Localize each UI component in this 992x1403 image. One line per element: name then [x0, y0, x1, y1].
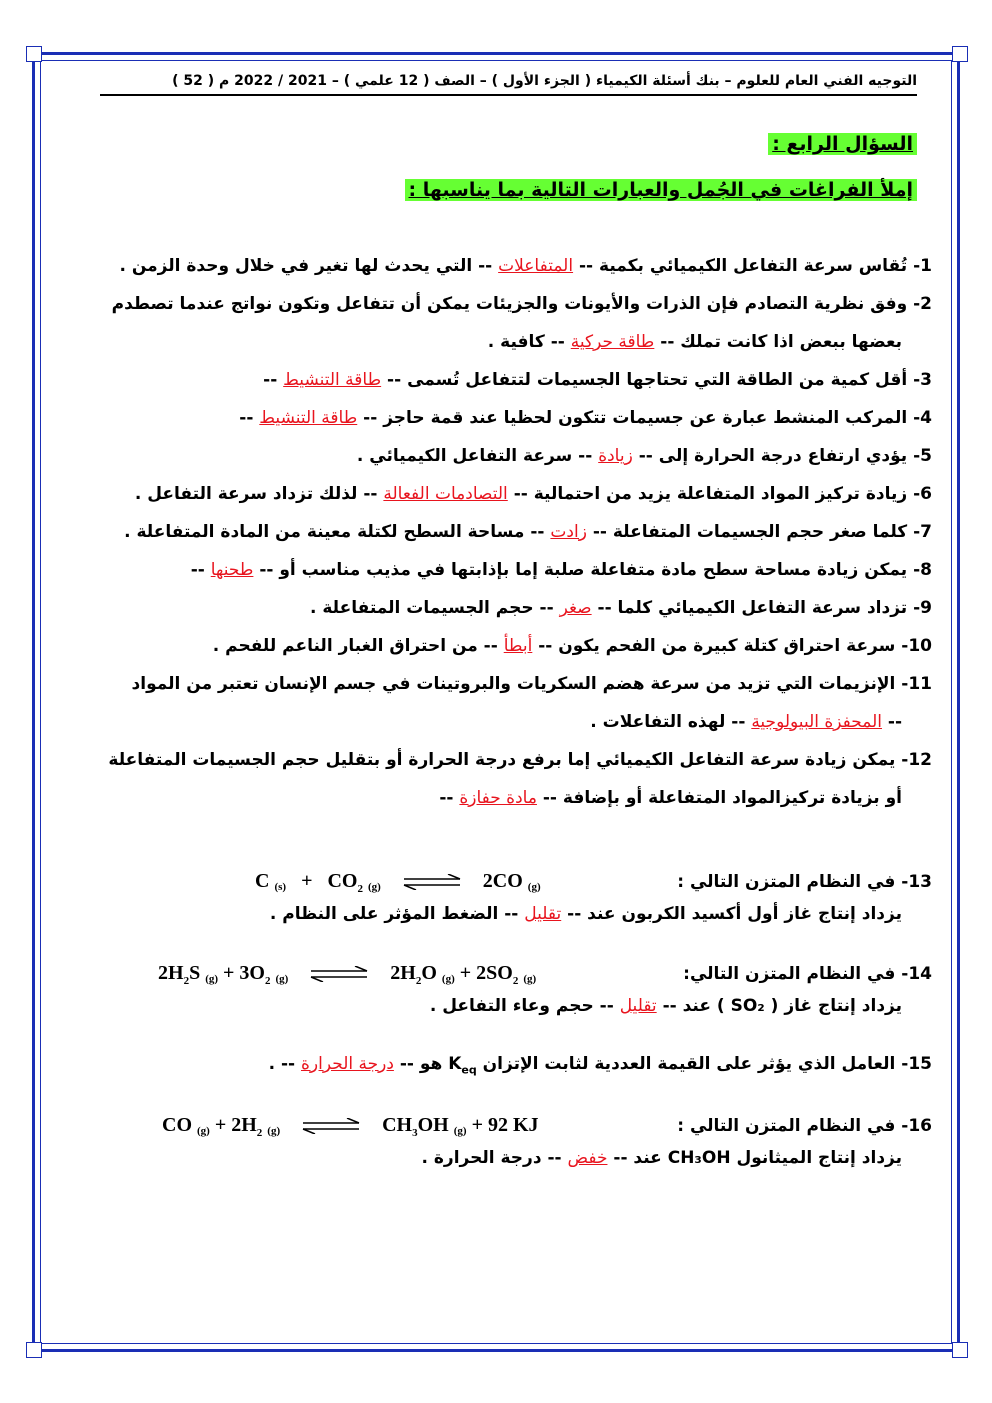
line-text: 2- وفق نظرية التصادم فإن الذرات والأيونات والجزيئات يمكن أن تتفاعل وتكون نواتج عندما تصطدم	[111, 294, 932, 314]
line-text: 1- تُقاس سرعة التفاعل الكيميائي بكمية --	[573, 256, 932, 276]
answer-text: مادة حفازة	[459, 788, 537, 808]
q14-line2: يزداد إنتاج غاز ( SO₂ ) عند -- تقليل -- حجم وعاء التفاعل .	[429, 996, 902, 1016]
answer-text: طاقة حركية	[570, 332, 655, 352]
line-text: -- سرعة التفاعل الكيميائي .	[356, 446, 599, 466]
q14-label: 14- في النظام المتزن التالي:	[683, 964, 932, 984]
line-text: -- لذلك تزداد سرعة التفاعل .	[134, 484, 384, 504]
q13-eq-right: 2CO (g)	[482, 870, 541, 893]
answer-text: التصادمات الفعالة	[383, 484, 508, 504]
fill-blank-line	[48, 328, 902, 356]
answer-text: صغر	[559, 598, 592, 618]
q14-answer: تقليل	[619, 996, 657, 1016]
fill-blank-line	[48, 252, 932, 280]
answer-text: طاقة التنشيط	[259, 408, 358, 428]
q14-eq-left: $2H_2S$ $(g) + 3O_2$ (g)	[158, 962, 289, 987]
answer-text: زيادة	[598, 446, 633, 466]
line-text: --	[190, 560, 211, 580]
line-text: -- مساحة السطح لكتلة معينة من المادة المتفاعلة .	[124, 522, 551, 542]
fill-blank-line	[48, 366, 932, 394]
instruction-text: إملأ الفراغات في الجُمل والعبارات التالية بما يناسبها :	[405, 179, 918, 201]
line-text: 9- تزداد سرعة التفاعل الكيميائي كلما --	[591, 598, 932, 618]
line-text: --	[263, 370, 284, 390]
answer-text: زادت	[550, 522, 587, 542]
frame-corner-ornament	[952, 1342, 968, 1358]
line-text: --	[439, 788, 460, 808]
q13-line2: يزداد إنتاج غاز أول أكسيد الكربون عند -- تقليل -- الضغط المؤثر على النظام .	[269, 904, 902, 924]
q16-equation	[162, 1112, 539, 1146]
q16-answer: خفض	[567, 1148, 608, 1168]
line-text: --	[881, 712, 902, 732]
fill-blank-line	[48, 594, 932, 622]
line-text: 6- زيادة تركيز المواد المتفاعلة يزيد من احتمالية --	[507, 484, 932, 504]
line-text: --	[239, 408, 260, 428]
fill-blank-line	[48, 670, 932, 698]
line-text: -- من احتراق الغبار الناعم للفحم .	[212, 636, 504, 656]
line-text: -- كافية .	[487, 332, 571, 352]
frame-corner-ornament	[26, 46, 42, 62]
line-text: بعضها ببعض اذا كانت تملك --	[654, 332, 902, 352]
equilibrium-arrow-icon	[402, 874, 462, 890]
q13-label: 13- في النظام المتزن التالي :	[677, 872, 932, 892]
q15-line: 15- العامل الذي يؤثر على القيمة العددية لثابت الإتزان $K_{eq}$ هو -- درجة الحرارة -- .	[268, 1054, 932, 1077]
fill-blank-line	[48, 518, 932, 546]
fill-blank-line	[48, 480, 932, 508]
answer-text: أبطأ	[503, 636, 533, 656]
question-title-text: السؤال الرابع :	[768, 133, 917, 155]
q13-answer: تقليل	[524, 904, 562, 924]
answer-text: طحنها	[210, 560, 254, 580]
instruction	[405, 176, 918, 204]
q16-eq-right: $CH_3OH$ (g) + 92 KJ	[382, 1114, 539, 1139]
line-text: 10- سرعة احتراق كتلة كبيرة من الفحم يكون --	[532, 636, 932, 656]
line-text: 11- الإنزيمات التي تزيد من سرعة هضم السكريات والبروتينات في جسم الإنسان تعتبر من المواد	[131, 674, 932, 694]
fill-blank-line	[48, 290, 932, 318]
line-text: 4- المركب المنشط عبارة عن جسيمات تتكون لحظيا عند قمة حاجز --	[357, 408, 932, 428]
line-text: أو بزيادة تركيزالمواد المتفاعلة أو بإضافة --	[536, 788, 902, 808]
q13-eq-left: C (s) + $CO_2$ (g)	[255, 870, 381, 895]
fill-blank-line	[48, 556, 932, 584]
line-text: 3- أقل كمية من الطاقة التي تحتاجها الجسيمات لتتفاعل تُسمى --	[381, 370, 932, 390]
q15-answer: درجة الحرارة	[301, 1054, 394, 1074]
line-text: 7- كلما صغر حجم الجسيمات المتفاعلة --	[586, 522, 932, 542]
fill-blank-line	[48, 632, 932, 660]
line-text: -- لهذه التفاعلات .	[590, 712, 752, 732]
line-text: -- حجم الجسيمات المتفاعلة .	[309, 598, 560, 618]
q16-label: 16- في النظام المتزن التالي :	[677, 1116, 932, 1136]
line-text: 12- يمكن زيادة سرعة التفاعل الكيميائي إما برفع درجة الحرارة أو بتقليل حجم الجسيمات المتفاعلة	[108, 750, 932, 770]
frame-corner-ornament	[26, 1342, 42, 1358]
answer-text: المحفزة البيولوجية	[751, 712, 882, 732]
q14-eq-right: $2H_2O$ $(g) + 2SO_2$ (g)	[390, 962, 537, 987]
fill-blank-line	[48, 442, 932, 470]
line-text: -- التي يحدث لها تغير في خلال وحدة الزمن .	[119, 256, 499, 276]
fill-blank-line	[48, 784, 902, 812]
fill-blank-line	[48, 708, 902, 736]
q13-equation	[255, 868, 541, 902]
answer-text: المتفاعلات	[498, 256, 574, 276]
q16-line2: يزداد إنتاج الميثانول CH₃OH عند -- خفض -- درجة الحرارة .	[421, 1148, 902, 1168]
answer-text: طاقة التنشيط	[283, 370, 382, 390]
frame-corner-ornament	[952, 46, 968, 62]
equilibrium-arrow-icon	[301, 1118, 361, 1134]
question-title	[768, 130, 917, 158]
equilibrium-arrow-icon	[309, 966, 369, 982]
line-text: 8- يمكن زيادة مساحة سطح مادة متفاعلة صلبة إما بإذابتها في مذيب مناسب أو --	[253, 560, 932, 580]
fill-blank-line	[48, 746, 932, 774]
fill-blank-line	[48, 404, 932, 432]
page-header: التوجيه الفني العام للعلوم – بنك أسئلة الكيمياء ( الجزء الأول ) – الصف ( 12 علمي ) – 2021 / 2022 م ( 52 )	[100, 70, 917, 96]
q14-equation	[158, 960, 536, 994]
q16-eq-left: CO $(g) + 2H_2$ (g)	[162, 1114, 281, 1139]
line-text: 5- يؤدي ارتفاع درجة الحرارة إلى --	[632, 446, 932, 466]
